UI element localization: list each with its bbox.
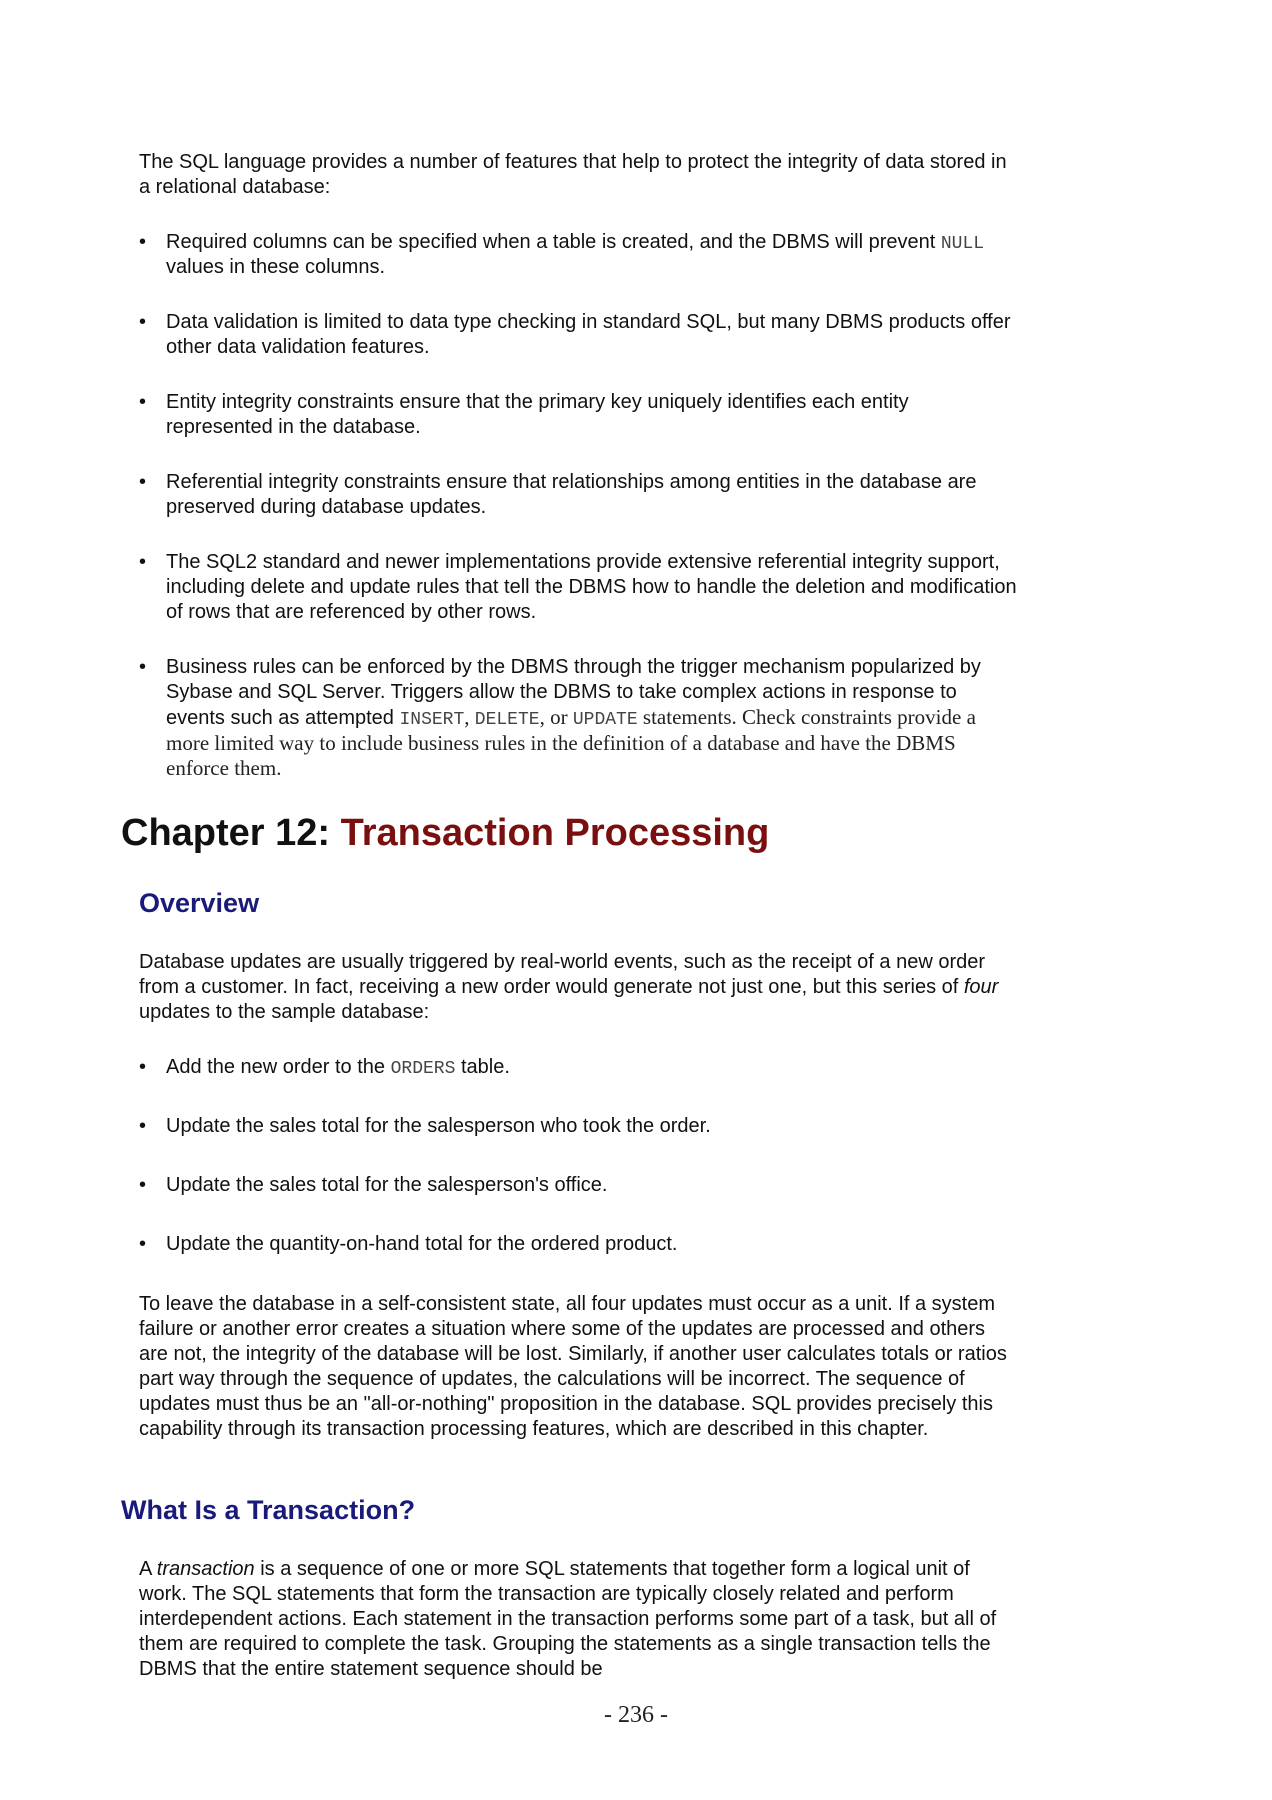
bullet-icon: • <box>139 656 147 678</box>
list-item: • Entity integrity constraints ensure that the primary key uniquely identifies each entity represented in the database. <box>139 391 909 438</box>
intro-paragraph: The SQL language provides a number of features that help to protect the integrity of data stored in a relational database: <box>139 151 1007 198</box>
unit-paragraph: To leave the database in a self-consistent state, all four updates must occur as a unit. If a system failure or another error creates a situation where some of the updates are processed and others are not, the integrity of the database will be lost. Similarly, if another user calculates totals or ratios part way through the sequence of updates, the calculations will be incorrect. The sequence of updates must thus be an "all-or-nothing" proposition in the database. SQL provides precisely this capability through its transaction processing features, which are described in this chapter. <box>139 1293 1007 1440</box>
bullet-icon: • <box>139 311 147 333</box>
code-orders: ORDERS <box>390 1059 456 1079</box>
list-item: • Data validation is limited to data type checking in standard SQL, but many DBMS products offer other data validation features. <box>139 311 1011 358</box>
emphasis-transaction: transaction <box>156 1558 255 1580</box>
bullet-icon: • <box>139 391 147 413</box>
list-item: • The SQL2 standard and newer implementations provide extensive referential integrity support, including delete and update rules that tell the DBMS how to handle the deletion and modification of rows that are referenced by other rows. <box>139 551 1017 623</box>
overview-heading: Overview <box>139 888 260 918</box>
integrity-feature-list <box>139 230 1019 811</box>
emphasis-four: four <box>963 976 999 998</box>
list-item: • Update the sales total for the salesperson who took the order. <box>139 1115 711 1137</box>
bullet-icon: • <box>139 551 147 573</box>
code-null: NULL <box>940 234 985 254</box>
update-steps-list <box>139 1055 1019 1291</box>
bullet-icon: • <box>139 231 147 253</box>
bullet-icon: • <box>139 1056 147 1078</box>
overview-paragraph: Database updates are usually triggered by real-world events, such as the receipt of a new order from a customer. In fact, receiving a new order would generate not just one, but this series of four updates to the sample database: <box>139 951 999 1023</box>
bullet-icon: • <box>139 471 147 493</box>
bullet-icon: • <box>139 1233 147 1255</box>
bullet-icon: • <box>139 1115 147 1137</box>
what-is-transaction-heading: What Is a Transaction? <box>121 1495 416 1525</box>
page-number: - 236 - <box>604 1702 668 1728</box>
list-item: • Referential integrity constraints ensure that relationships among entities in the database are preserved during database updates. <box>139 471 977 518</box>
chapter-name: Transaction Processing <box>340 812 770 854</box>
chapter-prefix: Chapter 12: <box>121 812 341 854</box>
chapter-title <box>121 810 769 856</box>
list-item: • Add the new order to the ORDERS table. <box>139 1056 510 1079</box>
transaction-paragraph: A transaction is a sequence of one or more SQL statements that together form a logical unit of work. The SQL statements that form the transaction are typically closely related and perform interdependent actions. Each statement in the transaction performs some part of a task, but all of them are required to complete the task. Grouping the statements as a single transaction tells the DBMS that the entire statement sequence should be <box>139 1558 997 1680</box>
list-item: • Update the quantity-on-hand total for the ordered product. <box>139 1233 678 1255</box>
code-insert: INSERT <box>399 710 465 730</box>
list-item: • Update the sales total for the salesperson's office. <box>139 1174 608 1196</box>
code-delete: DELETE <box>474 710 540 730</box>
list-item: • Business rules can be enforced by the DBMS through the trigger mechanism popularized by Sybase and SQL Server. Triggers allow the DBMS to take complex actions in response to events such as attempted INSERT, DELETE, or UPDATE statements. Check constraints provide a more limited way to include business rules in the definition of a database and have the DBMS enforce them. <box>139 656 981 780</box>
code-update: UPDATE <box>572 710 638 730</box>
bullet-icon: • <box>139 1174 147 1196</box>
list-item: • Required columns can be specified when a table is created, and the DBMS will prevent NULL values in these columns. <box>139 231 985 278</box>
